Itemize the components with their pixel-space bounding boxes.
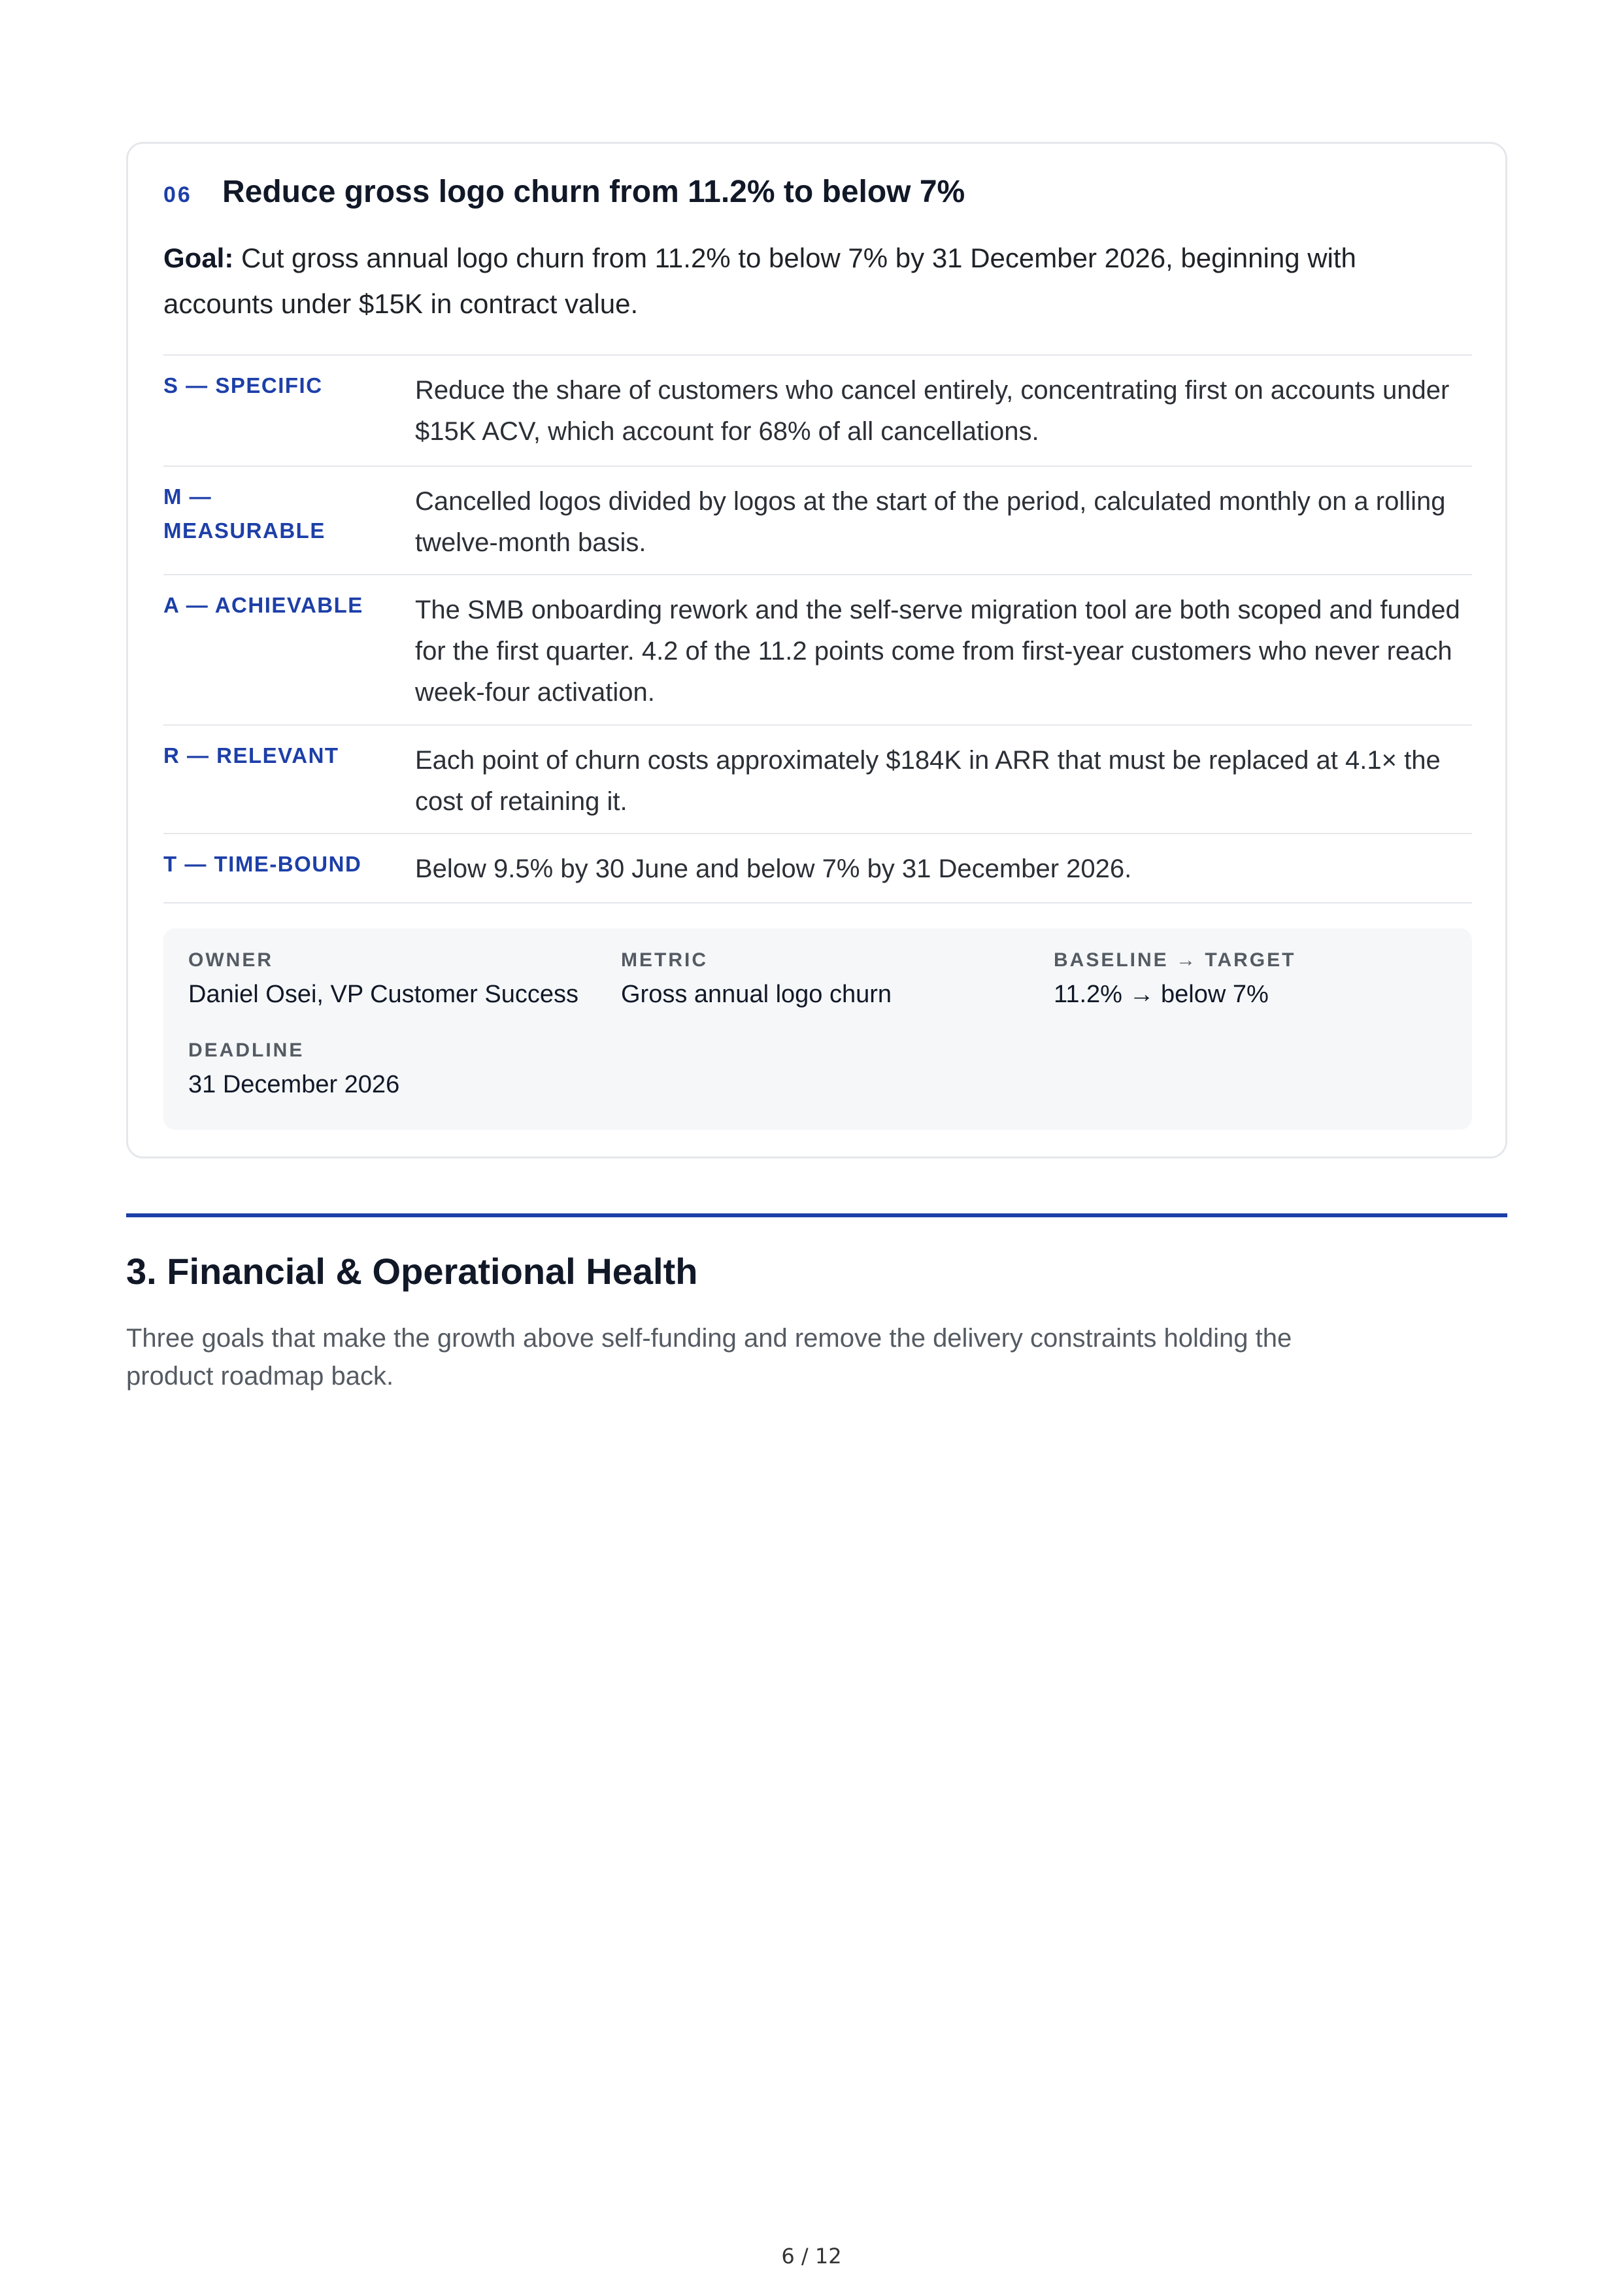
goal-statement-lead: Goal: — [163, 243, 234, 273]
meta-baseline-value: 11.2% → below 7% — [1054, 981, 1269, 1008]
smart-row-time-bound — [163, 834, 1472, 903]
goal-card — [126, 142, 1507, 1158]
meta-deadline-value: 31 December 2026 — [188, 1071, 400, 1098]
meta-deadline-label: DEADLINE — [188, 1039, 305, 1061]
smart-row-achievable — [163, 575, 1472, 726]
meta-deadline — [188, 1039, 399, 1099]
goal-header — [163, 174, 965, 210]
goal-number: 06 — [163, 182, 192, 207]
meta-owner-value: Daniel Osei, VP Customer Success — [188, 981, 578, 1008]
meta-owner — [188, 949, 578, 1009]
meta-metric-value: Gross annual logo churn — [621, 981, 892, 1008]
goal-statement-text: Cut gross annual logo churn from 11.2% to below 7% by 31 December 2026, beginning with accounts under $15K in contract value. — [163, 243, 1356, 319]
goal-title: Reduce gross logo churn from 11.2% to below 7% — [222, 175, 965, 209]
section-title: 3. Financial & Operational Health — [126, 1251, 698, 1292]
smart-text: Below 9.5% by 30 June and below 7% by 31 December 2026. — [415, 854, 1132, 883]
smart-label: A — ACHIEVABLE — [163, 593, 363, 617]
meta-baseline — [1054, 949, 1296, 1009]
section-divider — [126, 1213, 1507, 1217]
smart-label: M — MEASURABLE — [163, 484, 326, 543]
smart-text: Reduce the share of customers who cancel entirely, concentrating first on accounts under $15K ACV, which account for 68% of all cancellations. — [415, 376, 1450, 446]
smart-row-specific — [163, 356, 1472, 467]
meta-baseline-label: BASELINE → TARGET — [1054, 949, 1296, 971]
meta-metric-label: METRIC — [621, 949, 708, 971]
smart-row-measurable — [163, 467, 1472, 575]
meta-owner-label: OWNER — [188, 949, 273, 971]
smart-text: The SMB onboarding rework and the self-serve migration tool are both scoped and funded for the first quarter. 4.2 of the 11.2 points come from first-year customers who never reach week-four activation. — [415, 596, 1460, 707]
smart-label: S — SPECIFIC — [163, 373, 323, 397]
goal-statement — [163, 235, 1458, 327]
smart-text: Cancelled logos divided by logos at the start of the period, calculated monthly on a rolling twelve-month basis. — [415, 487, 1446, 557]
goal-meta-box — [163, 928, 1472, 1130]
page-number: 6 / 12 — [781, 2244, 842, 2269]
smart-label: T — TIME-BOUND — [163, 852, 362, 876]
smart-text: Each point of churn costs approximately $184K in ARR that must be replaced at 4.1× the cost of retaining it. — [415, 746, 1441, 816]
smart-row-relevant — [163, 726, 1472, 834]
meta-metric — [621, 949, 892, 1009]
smart-label: R — RELEVANT — [163, 743, 339, 768]
section-description: Three goals that make the growth above self-funding and remove the delivery constraints holding the product roadmap back. — [126, 1324, 1292, 1391]
smart-table — [163, 354, 1472, 903]
